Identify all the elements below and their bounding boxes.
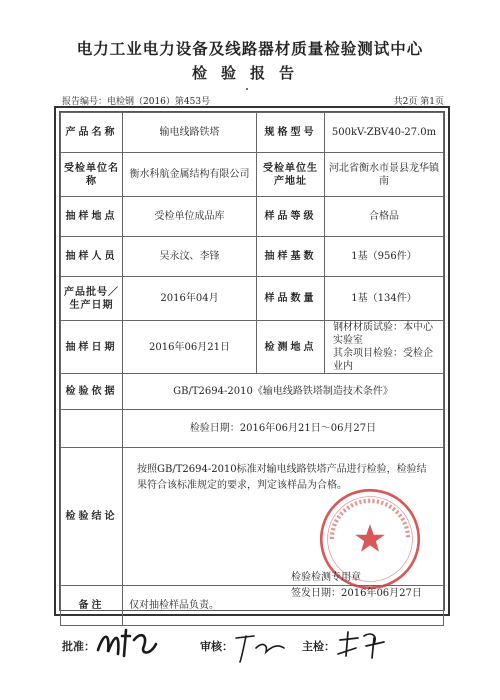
approver-signature-icon bbox=[94, 626, 160, 660]
remark-label: 备注 bbox=[61, 586, 123, 626]
report-number: 报告编号：电检钢（2016）第453号 bbox=[62, 97, 211, 107]
remark-value: 仅对抽检样品负责。 bbox=[123, 586, 444, 626]
conclusion-label: 检验结论 bbox=[61, 448, 123, 586]
sample-place-label: 抽样地点 bbox=[61, 197, 123, 237]
table-row bbox=[61, 374, 444, 410]
sample-qty-value: 1基（134件） bbox=[325, 277, 444, 321]
client-label: 受检单位名称 bbox=[61, 153, 123, 197]
table-row bbox=[61, 197, 444, 237]
table-row bbox=[61, 448, 444, 586]
producer-address-label: 受检单位生产地址 bbox=[257, 153, 325, 197]
table-row bbox=[61, 237, 444, 277]
batch-label: 产品批号／生产日期 bbox=[61, 277, 123, 321]
batch-value: 2016年04月 bbox=[123, 277, 257, 321]
conclusion-body bbox=[123, 448, 443, 599]
basis-value: GB/T2694-2010《输电线路铁塔制造技术条件》 bbox=[123, 374, 444, 410]
sample-grade-value: 合格品 bbox=[325, 197, 444, 237]
product-name-value: 输电线路铁塔 bbox=[123, 113, 257, 153]
sample-date-label: 抽样日期 bbox=[61, 321, 123, 374]
table-row bbox=[61, 410, 444, 448]
inspect-label: 主检： bbox=[302, 640, 335, 653]
report-table-wrapper bbox=[59, 111, 445, 611]
product-name-label: 产品名称 bbox=[61, 113, 123, 153]
report-title: 检验报告 bbox=[191, 64, 308, 82]
sample-base-label: 抽样基数 bbox=[257, 237, 325, 277]
test-date-label bbox=[61, 410, 123, 448]
table-row bbox=[61, 277, 444, 321]
report-frame bbox=[54, 106, 450, 616]
review-label: 审核： bbox=[200, 640, 233, 653]
sample-place-value: 受检单位成品库 bbox=[123, 197, 257, 237]
organization-name: 电力工业电力设备及线路器材质量检验测试中心 bbox=[76, 40, 424, 58]
client-value: 衡水科航金属结构有限公司 bbox=[123, 153, 257, 197]
sampler-value: 吴永汶、李锋 bbox=[123, 237, 257, 277]
conclusion-sign-block bbox=[291, 570, 422, 602]
reviewer-signature-icon bbox=[232, 626, 290, 666]
test-place-label: 检测地点 bbox=[257, 321, 325, 374]
seal-label: 检验检测专用章 bbox=[291, 572, 361, 583]
conclusion-cell bbox=[123, 448, 444, 599]
test-date-value: 检验日期：2016年06月21日～06月27日 bbox=[123, 410, 444, 448]
model-value: 500kV-ZBV40-27.0m bbox=[325, 113, 444, 153]
page-count: 共2页 第1页 bbox=[393, 97, 444, 107]
table-row bbox=[61, 153, 444, 197]
signature-area bbox=[0, 626, 500, 686]
table-row bbox=[61, 321, 444, 374]
sample-qty-label: 样品数量 bbox=[257, 277, 325, 321]
decorative-dot bbox=[246, 88, 248, 90]
inspector-signature-icon bbox=[334, 628, 388, 662]
sampler-label: 抽样人员 bbox=[61, 237, 123, 277]
sample-base-value: 1基（956件） bbox=[325, 237, 444, 277]
basis-label: 检验依据 bbox=[61, 374, 123, 410]
report-table bbox=[60, 112, 444, 626]
producer-address-value: 河北省衡水市景县龙华镇南 bbox=[325, 153, 444, 197]
conclusion-text: 按照GB/T2694-2010标准对输电线路铁塔产品进行检验，检验结果符合该标准规定的要求，判定该样品为合格。 bbox=[137, 464, 427, 491]
table-row bbox=[61, 113, 444, 153]
sample-date-value: 2016年06月21日 bbox=[123, 321, 257, 374]
test-place-line-2: 其余项目检验：受检企业内 bbox=[333, 348, 433, 372]
issue-date: 签发日期：2016年06月27日 bbox=[291, 588, 422, 599]
sample-grade-label: 样品等级 bbox=[257, 197, 325, 237]
test-place-line-1: 钢材材质试验：本中心实验室 bbox=[333, 322, 433, 346]
approve-label: 批准： bbox=[62, 640, 95, 653]
model-label: 规格型号 bbox=[257, 113, 325, 153]
test-place-value bbox=[325, 321, 444, 374]
